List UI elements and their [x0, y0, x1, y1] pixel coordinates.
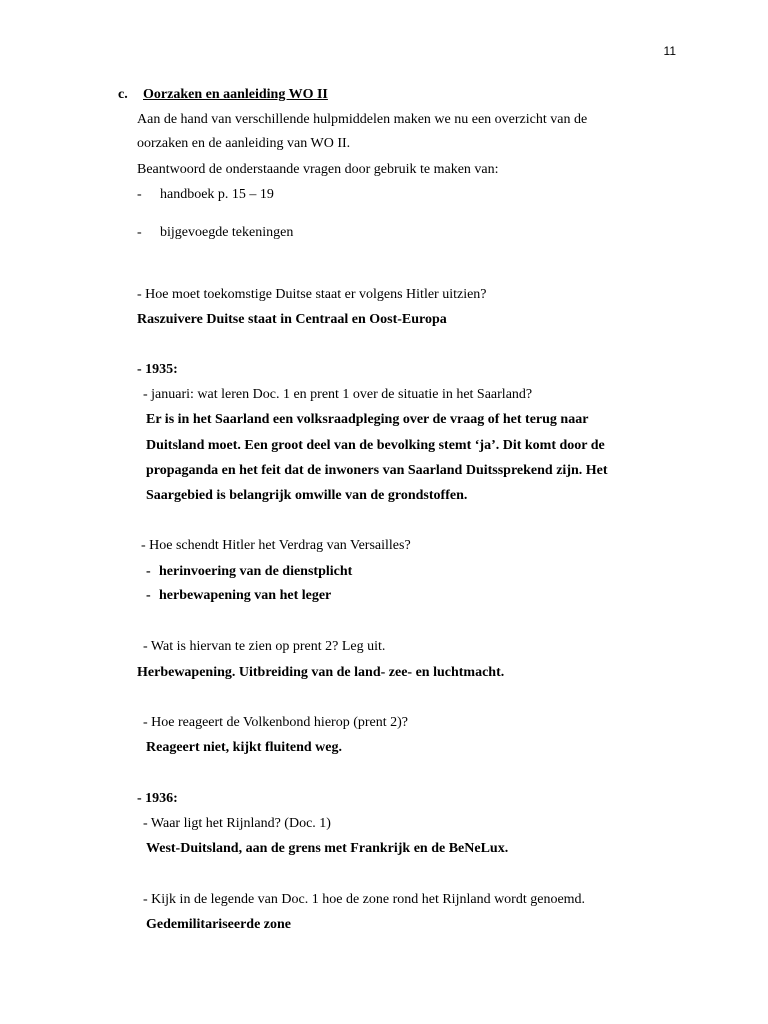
answer-saarland-line-2: Duitsland moet. Een groot deel van de bevolking stemt ‘ja’. Dit komt door de — [146, 438, 605, 453]
question-legende: - Kijk in de legende van Doc. 1 hoe de zone rond het Rijnland wordt genoemd. — [143, 892, 586, 907]
page-number: 11 — [663, 44, 676, 58]
heading-1935: - 1935: — [137, 362, 178, 377]
bullet-handboek: handboek p. 15 – 19 — [160, 187, 274, 202]
bullet-dash: - — [137, 187, 142, 202]
question-versailles: - Hoe schendt Hitler het Verdrag van Versailles? — [141, 538, 411, 553]
answer-volkenbond: Reageert niet, kijkt fluitend weg. — [146, 740, 342, 755]
section-letter: c. — [118, 87, 128, 102]
answer-herbewapening: herbewapening van het leger — [159, 588, 332, 603]
answer-prent-2: Herbewapening. Uitbreiding van de land- zee- en luchtmacht. — [137, 665, 505, 680]
answer-dienstplicht: herinvoering van de dienstplicht — [159, 564, 353, 579]
answer-dash: - — [146, 588, 151, 603]
answer-saarland-line-1: Er is in het Saarland een volksraadpleging over de vraag of het terug naar — [146, 412, 589, 427]
question-saarland: - januari: wat leren Doc. 1 en prent 1 over de situatie in het Saarland? — [143, 387, 533, 402]
answer-saarland-line-4: Saargebied is belangrijk omwille van de grondstoffen. — [146, 488, 468, 503]
bullet-tekeningen: bijgevoegde tekeningen — [160, 225, 294, 240]
answer-saarland-line-3: propaganda en het feit dat de inwoners van Saarland Duitssprekend zijn. Het — [146, 463, 608, 478]
heading-1936: - 1936: — [137, 791, 178, 806]
section-title: Oorzaken en aanleiding WO II — [143, 87, 328, 102]
intro-line-1: Aan de hand van verschillende hulpmiddelen maken we nu een overzicht van de — [137, 112, 588, 127]
answer-dash: - — [146, 564, 151, 579]
question-rijnland: - Waar ligt het Rijnland? (Doc. 1) — [143, 816, 331, 831]
question-future-state: - Hoe moet toekomstige Duitse staat er volgens Hitler uitzien? — [137, 287, 487, 302]
intro-line-3: Beantwoord de onderstaande vragen door gebruik te maken van: — [137, 162, 499, 177]
answer-rijnland: West-Duitsland, aan de grens met Frankrijk en de BeNeLux. — [146, 841, 509, 856]
question-prent-2: - Wat is hiervan te zien op prent 2? Leg uit. — [143, 639, 386, 654]
answer-future-state: Raszuivere Duitse staat in Centraal en Oost-Europa — [137, 312, 447, 327]
answer-legende: Gedemilitariseerde zone — [146, 917, 292, 932]
intro-line-2: oorzaken en de aanleiding van WO II. — [137, 136, 351, 151]
question-volkenbond: - Hoe reageert de Volkenbond hierop (prent 2)? — [143, 715, 408, 730]
bullet-dash: - — [137, 225, 142, 240]
